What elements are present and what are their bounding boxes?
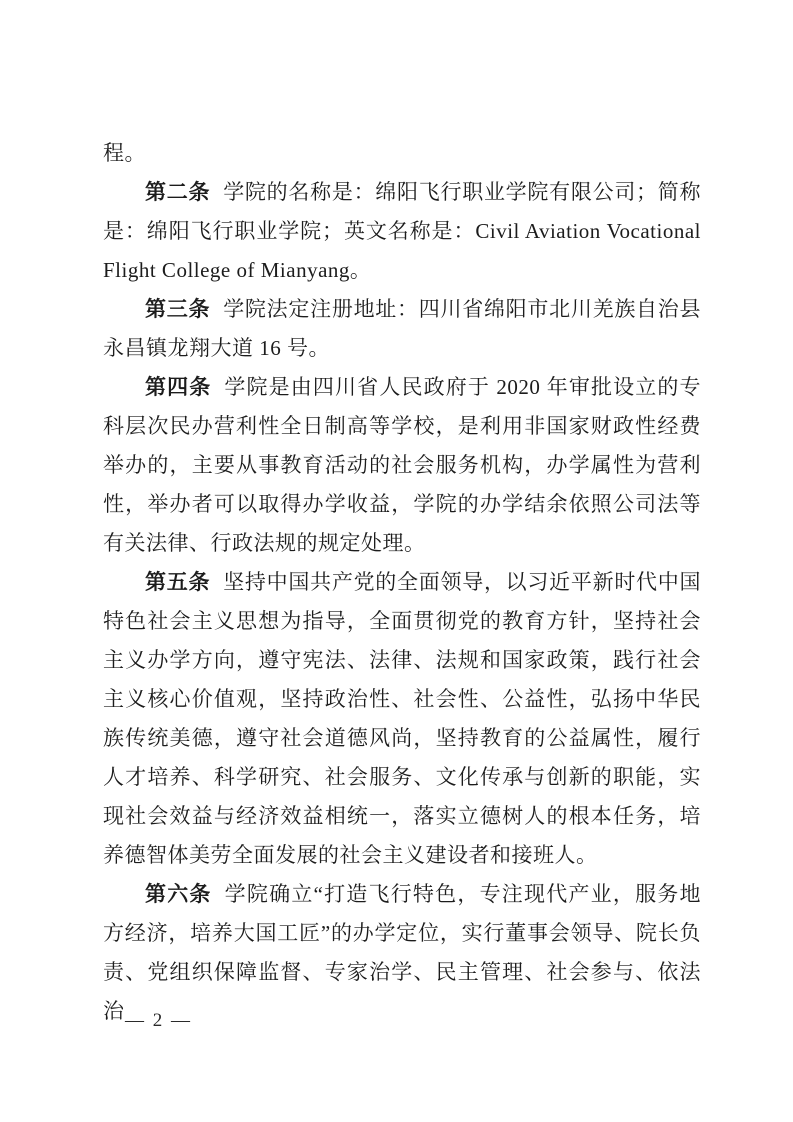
paragraph-article-6	[103, 875, 701, 1031]
page-number: — 2 —	[125, 1010, 192, 1031]
paragraph-continuation	[103, 134, 701, 173]
paragraph-text: 学院的名称是：绵阳飞行职业学院有限公司；简称是：绵阳飞行职业学院；英文名称是：Civil Aviation Vocational Flight College of Mianyang。	[103, 180, 701, 282]
paragraph-text: 程。	[103, 141, 146, 165]
paragraph-article-5	[103, 563, 701, 875]
paragraph-text: 坚持中国共产党的全面领导，以习近平新时代中国特色社会主义思想为指导，全面贯彻党的教育方针，坚持社会主义办学方向，遵守宪法、法律、法规和国家政策，践行社会主义核心价值观，坚持政治性、社会性、公益性，弘扬中华民族传统美德，遵守社会道德风尚，坚持教育的公益属性，履行人才培养、科学研究、社会服务、文化传承与创新的职能，实现社会效益与经济效益相统一，落实立德树人的根本任务，培养德智体美劳全面发展的社会主义建设者和接班人。	[103, 570, 701, 867]
paragraph-text: 学院是由四川省人民政府于 2020 年审批设立的专科层次民办营利性全日制高等学校，是利用非国家财政性经费举办的，主要从事教育活动的社会服务机构，办学属性为营利性，举办者可以取得办学收益，学院的办学结余依照公司法等有关法律、行政法规的规定处理。	[103, 375, 701, 555]
article-heading: 第五条	[145, 571, 211, 594]
article-heading: 第六条	[145, 883, 212, 906]
paragraph-text: 学院确立“打造飞行特色，专注现代产业，服务地方经济，培养大国工匠”的办学定位，实行董事会领导、院长负责、党组织保障监督、专家治学、民主管理、社会参与、依法治	[103, 882, 702, 1023]
article-heading: 第三条	[145, 298, 211, 321]
article-heading: 第四条	[145, 376, 212, 399]
paragraph-article-2	[103, 173, 701, 290]
document-body	[103, 134, 701, 1031]
paragraph-text: 学院法定注册地址：四川省绵阳市北川羌族自治县永昌镇龙翔大道 16 号。	[103, 297, 701, 360]
paragraph-article-3	[103, 290, 701, 368]
paragraph-article-4	[103, 368, 701, 563]
article-heading: 第二条	[145, 181, 211, 204]
